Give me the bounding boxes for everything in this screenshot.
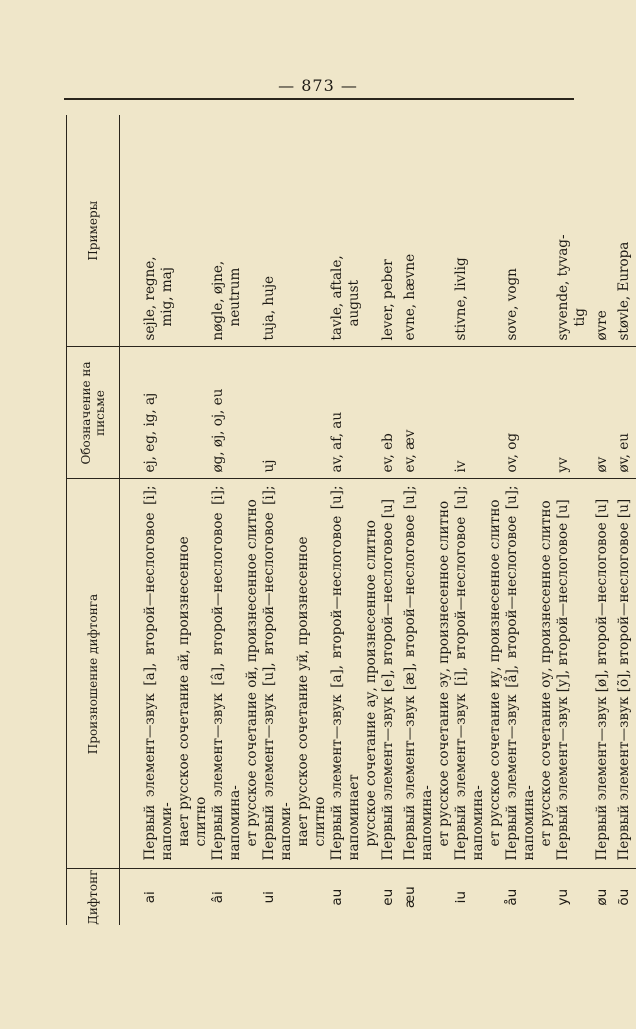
diphthong-cell	[261, 869, 329, 925]
pronunciation-cell	[210, 479, 261, 869]
examples-cell-line: syvende, tyvag-	[555, 234, 571, 341]
table-row	[380, 115, 402, 925]
examples-cell-line: sejle, regne,	[142, 256, 158, 341]
notation-cell	[380, 347, 402, 479]
header-diphthong: Дифтонг	[67, 869, 120, 925]
header-pronunciation: Произношение дифтонга	[67, 479, 120, 869]
notation-cell	[616, 347, 636, 479]
diphthong-cell-line: õu	[616, 888, 632, 906]
examples-cell-line: øvre	[594, 310, 610, 341]
diphthong-table	[66, 115, 636, 925]
table-header-row	[67, 115, 120, 925]
notation-cell-line: ev, eb	[380, 433, 396, 473]
diphthong-cell-line: øu	[594, 888, 610, 906]
diphthong-cell	[402, 869, 453, 925]
pronunciation-cell-line: русское сочетание ау, произнесенное слитно	[363, 520, 379, 847]
notation-cell	[555, 347, 594, 479]
notation-cell	[329, 347, 380, 479]
examples-cell	[504, 115, 555, 347]
pronunciation-cell	[616, 479, 636, 869]
pronunciation-cell	[142, 479, 210, 869]
pronunciation-cell-line: ет русское сочетание ой, произнесенное слитно	[244, 499, 260, 847]
pronunciation-cell	[402, 479, 453, 869]
pronunciation-cell-line: Первый элемент—звук [õ], второй—неслоговое [u]	[616, 498, 632, 861]
page-number: — 873 —	[278, 76, 358, 95]
diphthong-cell	[210, 869, 261, 925]
notation-cell-line: av, af, au	[329, 411, 345, 473]
table-row	[142, 115, 210, 925]
pronunciation-cell-line: Первый элемент—звук [e], второй—неслоговое [u]	[380, 498, 396, 861]
examples-cell	[594, 115, 616, 347]
examples-cell-line: tig	[572, 308, 588, 327]
examples-cell-line: nøgle, øjne,	[210, 260, 226, 341]
table-row	[261, 115, 329, 925]
examples-cell	[380, 115, 402, 347]
pronunciation-cell-line: ет русское сочетание эу, произнесенное слитно	[436, 500, 452, 847]
pronunciation-cell	[453, 479, 504, 869]
diphthong-cell	[555, 869, 594, 925]
diphthong-cell-line: eu	[380, 888, 396, 906]
diphthong-cell	[453, 869, 504, 925]
diphthong-cell	[504, 869, 555, 925]
examples-cell-line: stivne, livlig	[453, 257, 469, 341]
notation-cell-line: øg, øj, oj, eu	[210, 388, 226, 473]
examples-cell-line: sove, vogn	[504, 268, 520, 341]
diphthong-cell	[329, 869, 380, 925]
examples-cell	[142, 115, 210, 347]
examples-cell-line: støvle, Europa	[616, 241, 632, 341]
notation-cell	[594, 347, 616, 479]
table-row	[453, 115, 504, 925]
notation-cell	[142, 347, 210, 479]
notation-cell	[402, 347, 453, 479]
header-rule	[64, 98, 574, 100]
pronunciation-cell-line: Первый элемент—звук [â], второй—неслоговое [i]; напомина-	[210, 485, 243, 861]
notation-cell-line: ej, eg, ig, aj	[142, 392, 158, 473]
examples-cell-line: evne, hævne	[402, 253, 418, 341]
examples-cell-line: august	[346, 280, 362, 327]
pronunciation-cell-line: Первый элемент—звук [a], второй—неслоговое [u]; напоминает	[329, 485, 362, 861]
notation-cell	[453, 347, 504, 479]
pronunciation-cell	[555, 479, 594, 869]
pronunciation-cell-line: Первый элемент—звук [æ], второй—неслоговое [u]; напомина-	[402, 485, 435, 861]
pronunciation-cell	[594, 479, 616, 869]
pronunciation-cell-line: нает русское сочетание ай, произнесенное слитно	[176, 536, 209, 847]
notation-cell-line: yv	[555, 457, 571, 473]
diphthong-cell-line: au	[329, 888, 345, 906]
table-row	[594, 115, 616, 925]
pronunciation-cell-line: Первый элемент—звук [u], второй—неслоговое [i]; напоми-	[261, 485, 294, 861]
examples-cell	[261, 115, 329, 347]
notation-cell-line: øv, eu	[616, 433, 632, 473]
pronunciation-cell	[329, 479, 380, 869]
pronunciation-cell-line: ет русское сочетание оу, произнесенное слитно	[538, 500, 554, 847]
examples-cell-line: neutrum	[227, 267, 243, 327]
diphthong-cell	[616, 869, 636, 925]
diphthong-cell-line: ai	[142, 891, 158, 904]
pronunciation-cell-line: Первый элемент—звук [a], второй—неслоговое [i]; напоми-	[142, 485, 175, 861]
examples-cell	[329, 115, 380, 347]
table-row	[402, 115, 453, 925]
table-row	[616, 115, 636, 925]
pronunciation-cell-line: ет русское сочетание иу, произнесенное слитно	[487, 499, 503, 847]
diphthong-cell-line: ui	[261, 891, 277, 904]
diphthong-cell	[142, 869, 210, 925]
diphthong-cell-line: yu	[555, 888, 571, 906]
notation-cell-line: ov, og	[504, 432, 520, 473]
table-row	[555, 115, 594, 925]
notation-cell-line: øv	[594, 456, 610, 473]
header-examples: Примеры	[67, 115, 120, 347]
table-row	[504, 115, 555, 925]
header-notation: Обозначение на письме	[67, 347, 120, 479]
diphthong-cell-line: æu	[402, 886, 418, 909]
pronunciation-cell	[504, 479, 555, 869]
pronunciation-cell	[261, 479, 329, 869]
diphthong-table-rotated	[66, 115, 632, 925]
examples-cell	[616, 115, 636, 347]
diphthong-cell	[380, 869, 402, 925]
notation-cell	[261, 347, 329, 479]
pronunciation-cell-line: Первый элемент—звук [å], второй—неслоговое [u]; напомина-	[504, 485, 537, 861]
examples-cell-line: tavle, aftale,	[329, 255, 345, 341]
table-row	[210, 115, 261, 925]
pronunciation-cell-line: нает русское сочетание уй, произнесенное слитно	[295, 536, 328, 847]
diphthong-cell-line: âi	[210, 891, 226, 904]
pronunciation-cell-line: Первый элемент—звук [i], второй—неслоговое [u]; напомина-	[453, 485, 486, 861]
diphthong-cell-line: åu	[504, 888, 520, 906]
diphthong-cell	[594, 869, 616, 925]
notation-cell	[504, 347, 555, 479]
examples-cell	[453, 115, 504, 347]
examples-cell-line: tuja, huje	[261, 275, 277, 341]
pronunciation-cell-line: Первый элемент—звук [ø], второй—неслоговое [u]	[594, 498, 610, 861]
notation-cell-line: iv	[453, 460, 469, 473]
examples-cell	[555, 115, 594, 347]
examples-cell	[402, 115, 453, 347]
notation-cell	[210, 347, 261, 479]
examples-cell-line: lever, peber	[380, 259, 396, 341]
examples-cell-line: mig, maj	[159, 267, 175, 327]
examples-cell	[210, 115, 261, 347]
pronunciation-cell	[380, 479, 402, 869]
notation-cell-line: ev, æv	[402, 429, 418, 473]
diphthong-cell-line: iu	[453, 891, 469, 904]
notation-cell-line: uj	[261, 459, 277, 473]
pronunciation-cell-line: Первый элемент—звук [y], второй—неслоговое [u]	[555, 499, 571, 861]
table-row	[329, 115, 380, 925]
